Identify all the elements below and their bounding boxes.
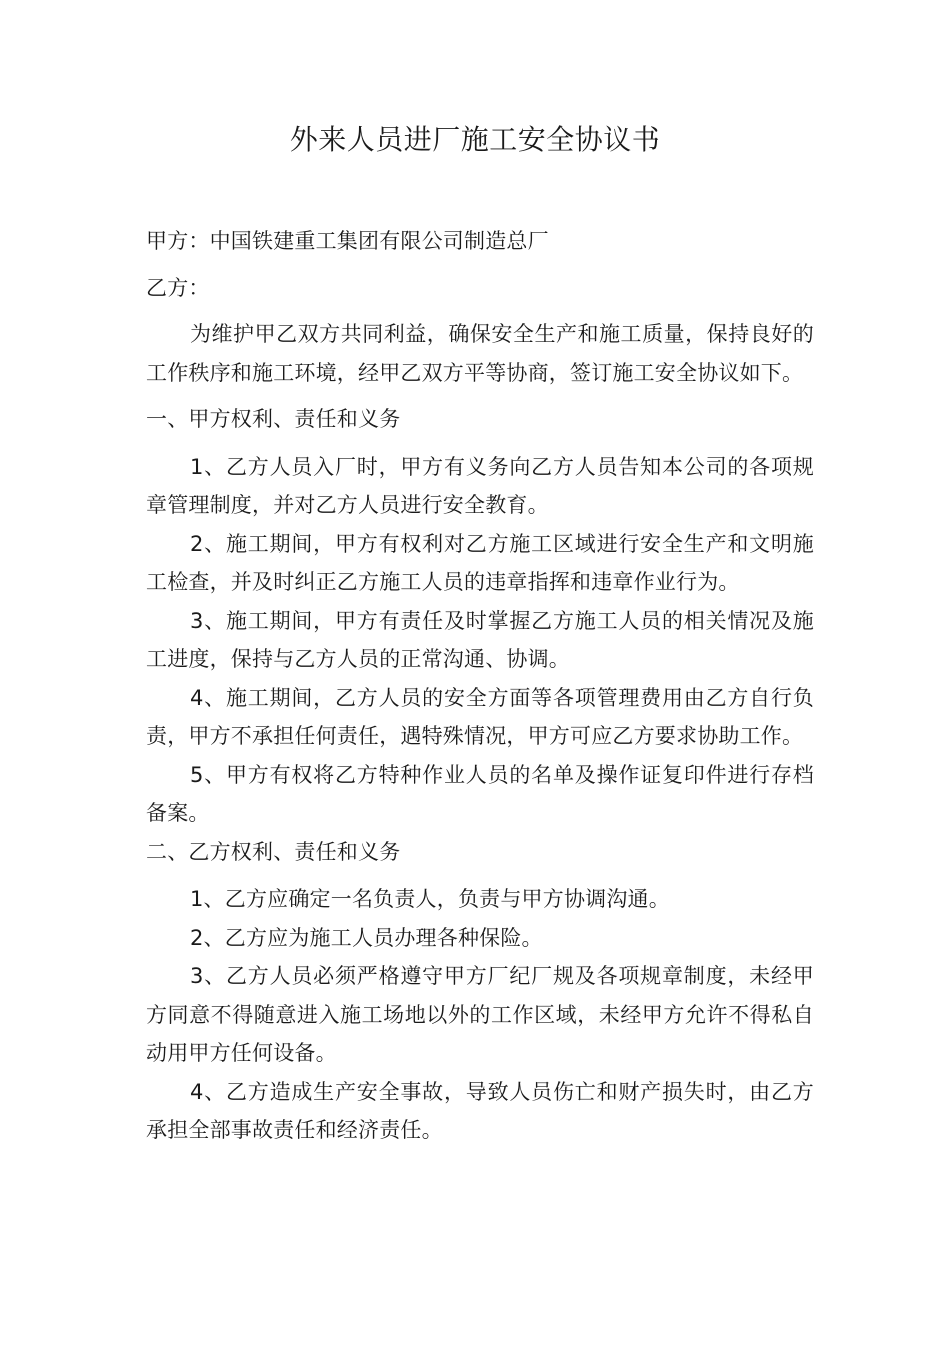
clause-b-3: 3、乙方人员必须严格遵守甲方厂纪厂规及各项规章制度，未经甲方同意不得随意进入施工场地以外的工作区域，未经甲方允许不得私自动用甲方任何设备。 <box>146 964 814 1065</box>
clause-a-5: 5、甲方有权将乙方特种作业人员的名单及操作证复印件进行存档备案。 <box>146 762 814 825</box>
intro-paragraph: 为维护甲乙双方共同利益，确保安全生产和施工质量，保持良好的工作秩序和施工环境，经甲乙双方平等协商，签订施工安全协议如下。 <box>146 322 814 385</box>
clause-b-1: 1、乙方应确定一名负责人，负责与甲方协调沟通。 <box>190 887 670 911</box>
clause-b-2: 2、乙方应为施工人员办理各种保险。 <box>190 925 543 950</box>
document-title: 外来人员进厂施工安全协议书 <box>289 123 661 156</box>
section-heading-party-b: 二、乙方权利、责任和义务 <box>146 839 401 864</box>
clause-a-4: 4、施工期间，乙方人员的安全方面等各项管理费用由乙方自行负责，甲方不承担任何责任，遇特殊情况，甲方可应乙方要求协助工作。 <box>146 685 814 748</box>
clause-a-2: 2、施工期间，甲方有权利对乙方施工区域进行安全生产和文明施工检查，并及时纠正乙方施工人员的违章指挥和违章作业行为。 <box>146 531 814 594</box>
clause-a-3: 3、施工期间，甲方有责任及时掌握乙方施工人员的相关情况及施工进度，保持与乙方人员的正常沟通、协调。 <box>146 608 814 671</box>
document-body <box>146 222 814 1150</box>
party-b-line: 乙方： <box>146 275 210 300</box>
clause-a-1: 1、乙方人员入厂时，甲方有义务向乙方人员告知本公司的各项规章管理制度，并对乙方人员进行安全教育。 <box>146 454 814 517</box>
section-heading-party-a: 一、甲方权利、责任和义务 <box>146 407 401 431</box>
party-a-line: 甲方：中国铁建重工集团有限公司制造总厂 <box>146 229 549 253</box>
clause-b-4: 4、乙方造成生产安全事故，导致人员伤亡和财产损失时，由乙方承担全部事故责任和经济责任。 <box>146 1079 814 1142</box>
